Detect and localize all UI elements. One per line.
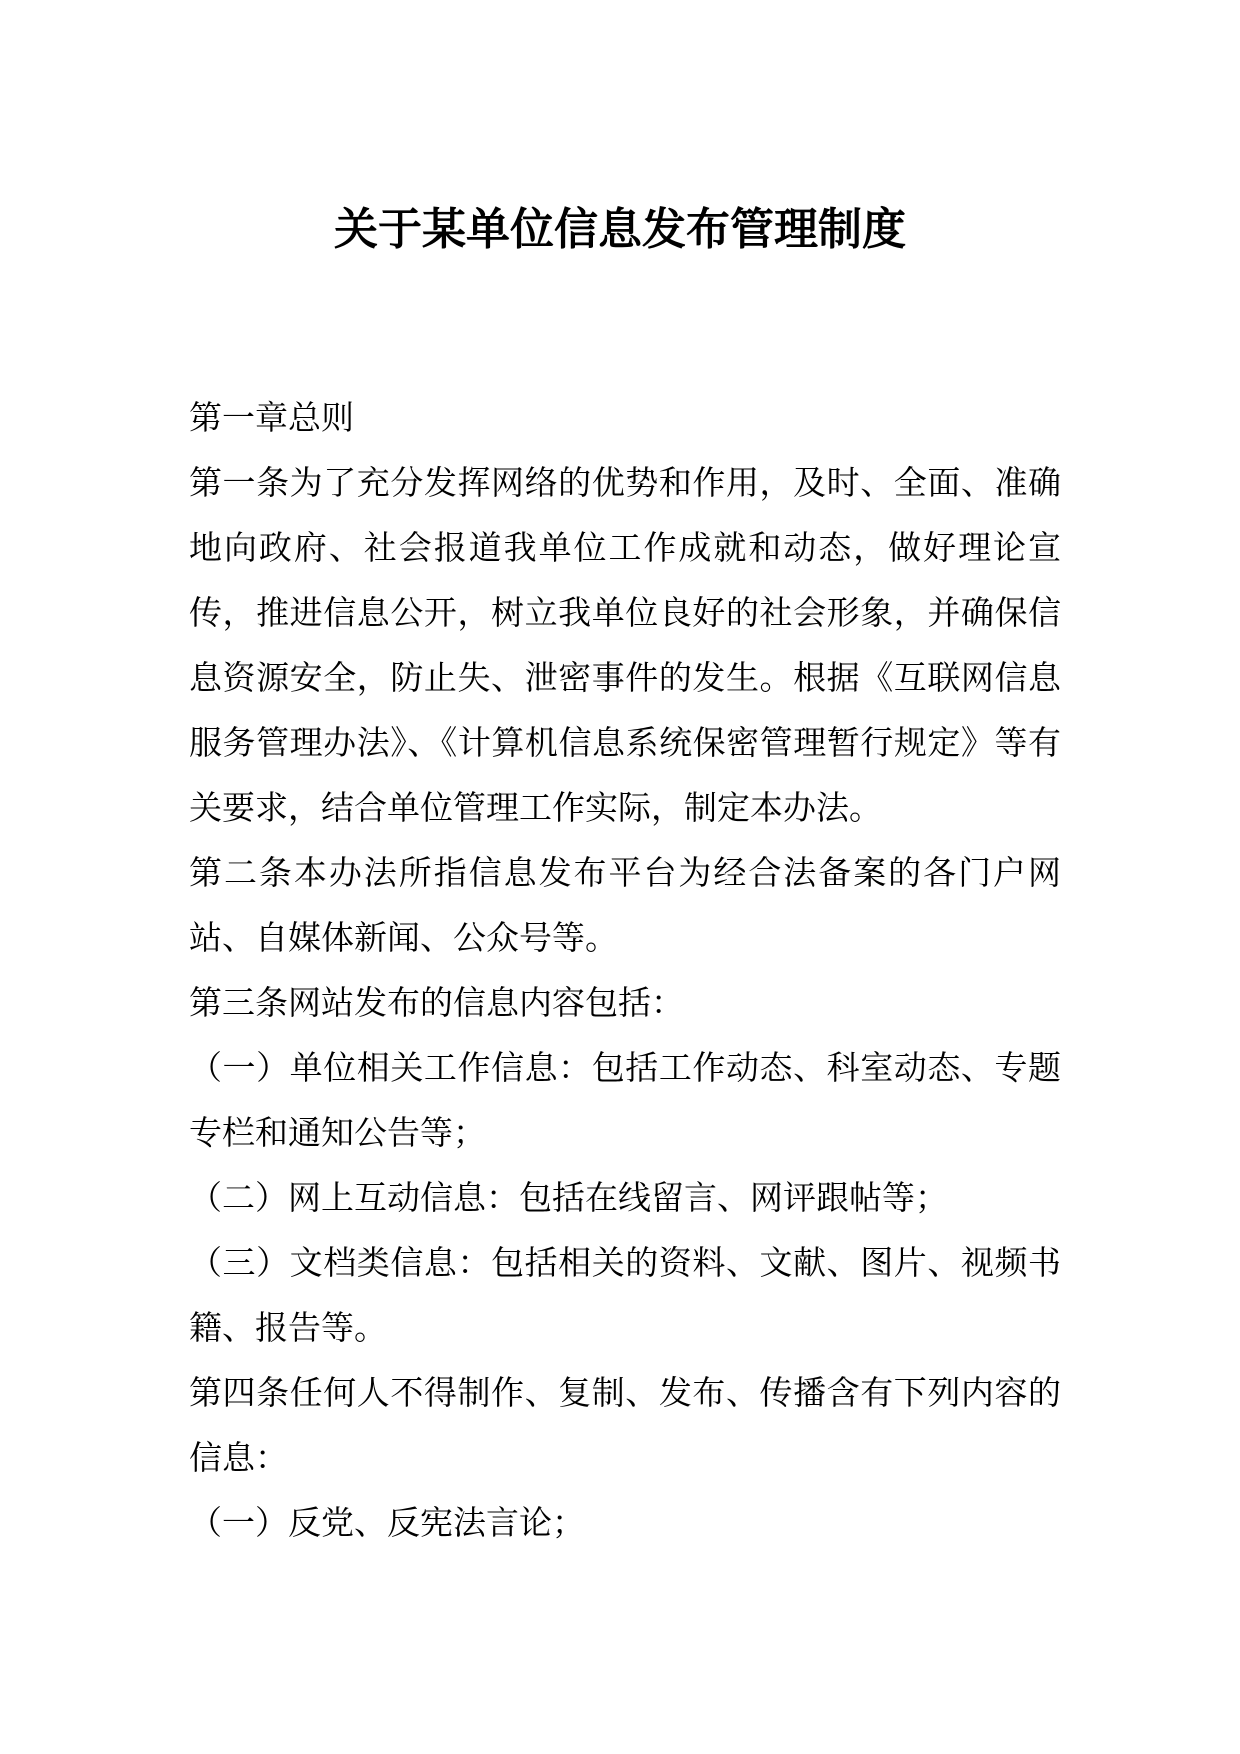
document-body xyxy=(189,385,1061,1555)
article-4: 第四条任何人不得制作、复制、发布、传播含有下列内容的信息： xyxy=(189,1373,1061,1477)
article-3-item-3: （三）文档类信息：包括相关的资料、文献、图片、视频书籍、报告等。 xyxy=(189,1243,1061,1347)
article-1: 第一条为了充分发挥网络的优势和作用，及时、全面、准确地向政府、社会报道我单位工作成就和动态，做好理论宣传，推进信息公开，树立我单位良好的社会形象，并确保信息资源安全，防止失、泄密事件的发生。根据《互联网信息服务管理办法》、《计算机信息系统保密管理暂行规定》等有关要求，结合单位管理工作实际，制定本办法。 xyxy=(189,463,1061,827)
article-3-item-2: （二）网上互动信息：包括在线留言、网评跟帖等； xyxy=(189,1178,948,1217)
article-2: 第二条本办法所指信息发布平台为经合法备案的各门户网站、自媒体新闻、公众号等。 xyxy=(189,853,1061,957)
document-title: 关于某单位信息发布管理制度 xyxy=(334,204,906,255)
chapter-heading: 第一章总则 xyxy=(189,398,354,437)
article-3-item-1: （一）单位相关工作信息：包括工作动态、科室动态、专题专栏和通知公告等； xyxy=(189,1048,1061,1152)
article-3: 第三条网站发布的信息内容包括： xyxy=(189,983,684,1022)
article-4-item-1: （一）反党、反宪法言论； xyxy=(189,1503,585,1542)
